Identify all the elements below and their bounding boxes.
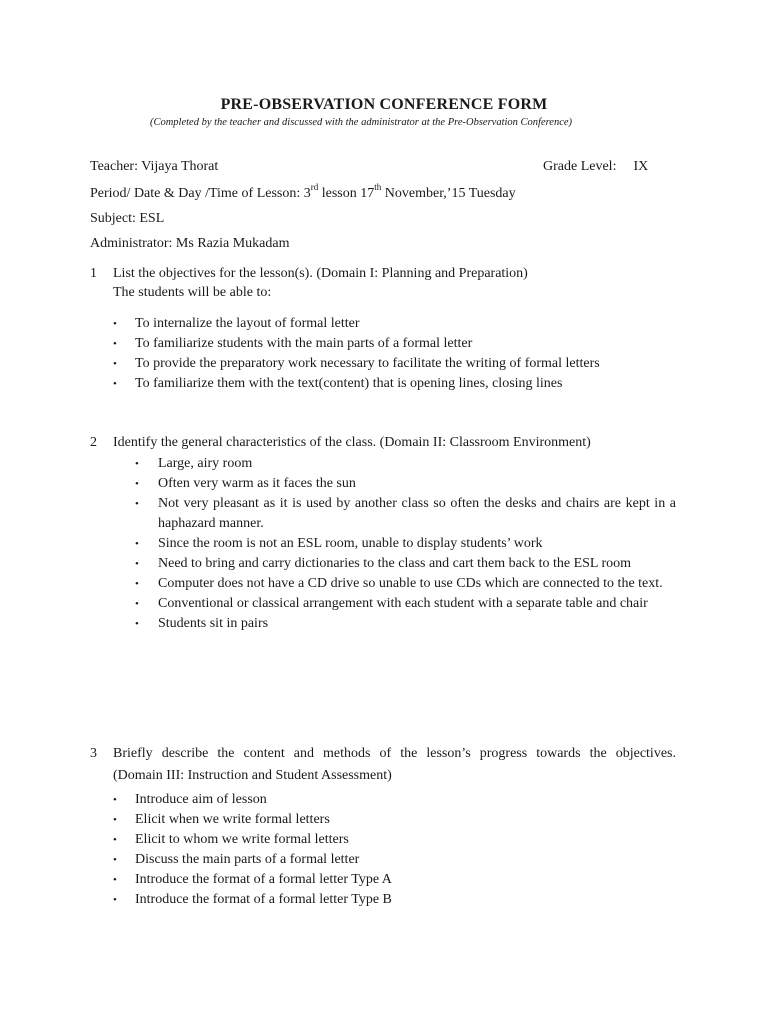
list-item: • Introduce the format of a formal letter Type B xyxy=(113,890,673,910)
q2-text: Identify the general characteristics of the class. (Domain II: Classroom Environment) xyxy=(113,435,591,450)
list-item: • To internalize the layout of formal letter xyxy=(113,314,673,334)
list-item: • Introduce the format of a formal letter Type A xyxy=(113,870,673,890)
teacher-line: Teacher: Vijaya Thorat xyxy=(90,159,219,174)
period-sup-rd: rd xyxy=(310,182,319,193)
list-item: • Not very pleasant as it is used by another class so often the desks and chairs are kept in a haphazard manner. xyxy=(135,496,676,531)
bullet-icon: • xyxy=(135,558,139,570)
period-suffix: November,’15 Tuesday xyxy=(381,186,516,201)
q1-objectives-list xyxy=(113,314,673,394)
period-mid: lesson 17 xyxy=(318,186,375,201)
list-item: • Conventional or classical arrangement with each student with a separate table and chair xyxy=(135,594,676,614)
form-subtitle: (Completed by the teacher and discussed with the administrator at the Pre-Observation Conference) xyxy=(149,117,573,128)
bullet-icon: • xyxy=(113,338,117,350)
period-prefix: Period/ Date & Day /Time of Lesson: 3 xyxy=(90,186,311,201)
grade-value: IX xyxy=(633,159,649,174)
grade-level xyxy=(543,159,648,175)
period-sup-th: th xyxy=(374,182,382,193)
list-item: • Since the room is not an ESL room, unable to display students’ work xyxy=(135,534,676,554)
list-item: • To familiarize students with the main parts of a formal letter xyxy=(113,334,673,354)
bullet-icon: • xyxy=(113,358,117,370)
list-item: • Elicit when we write formal letters xyxy=(113,810,673,830)
bullet-icon: • xyxy=(113,834,117,846)
q3-methods-list xyxy=(113,790,673,910)
list-item: • Introduce aim of lesson xyxy=(113,790,673,810)
bullet-icon: • xyxy=(113,874,117,886)
q1-intro: The students will be able to: xyxy=(113,285,272,300)
bullet-icon: • xyxy=(113,318,117,330)
bullet-icon: • xyxy=(135,578,139,590)
bullet-icon: • xyxy=(135,458,139,470)
list-item: • Computer does not have a CD drive so unable to use CDs which are connected to the text. xyxy=(135,574,676,594)
bullet-icon: • xyxy=(135,478,139,490)
q3-text-line2: (Domain III: Instruction and Student Assessment) xyxy=(113,768,392,783)
subject-line: Subject: ESL xyxy=(90,211,165,226)
bullet-icon: • xyxy=(113,378,117,390)
administrator-line: Administrator: Ms Razia Mukadam xyxy=(90,236,290,251)
q2-characteristics-list xyxy=(135,454,676,634)
bullet-icon: • xyxy=(113,894,117,906)
list-item: • Often very warm as it faces the sun xyxy=(135,474,676,494)
bullet-icon: • xyxy=(113,854,117,866)
q2-number: 2 xyxy=(90,435,97,450)
bullet-icon: • xyxy=(135,618,139,630)
list-item: • Students sit in pairs xyxy=(135,614,676,634)
list-item: • Need to bring and carry dictionaries to the class and cart them back to the ESL room xyxy=(135,554,676,574)
q1-number: 1 xyxy=(90,266,97,281)
q3-text-line1: Briefly describe the content and methods of the lesson’s progress towards the objectives. xyxy=(113,746,676,761)
bullet-icon: • xyxy=(135,498,139,510)
bullet-icon: • xyxy=(113,814,117,826)
period-line xyxy=(90,182,516,202)
list-item: • Large, airy room xyxy=(135,454,676,474)
list-item: • To familiarize them with the text(content) that is opening lines, closing lines xyxy=(113,374,673,394)
form-title: PRE-OBSERVATION CONFERENCE FORM xyxy=(220,96,548,113)
list-item: • Discuss the main parts of a formal letter xyxy=(113,850,673,870)
bullet-icon: • xyxy=(135,598,139,610)
grade-label: Grade Level: xyxy=(543,159,617,174)
list-item: • Elicit to whom we write formal letters xyxy=(113,830,673,850)
list-item: • To provide the preparatory work necessary to facilitate the writing of formal letters xyxy=(113,354,673,374)
q1-text: List the objectives for the lesson(s). (Domain I: Planning and Preparation) xyxy=(113,266,528,281)
bullet-icon: • xyxy=(113,794,117,806)
q3-number: 3 xyxy=(90,746,97,761)
bullet-icon: • xyxy=(135,538,139,550)
